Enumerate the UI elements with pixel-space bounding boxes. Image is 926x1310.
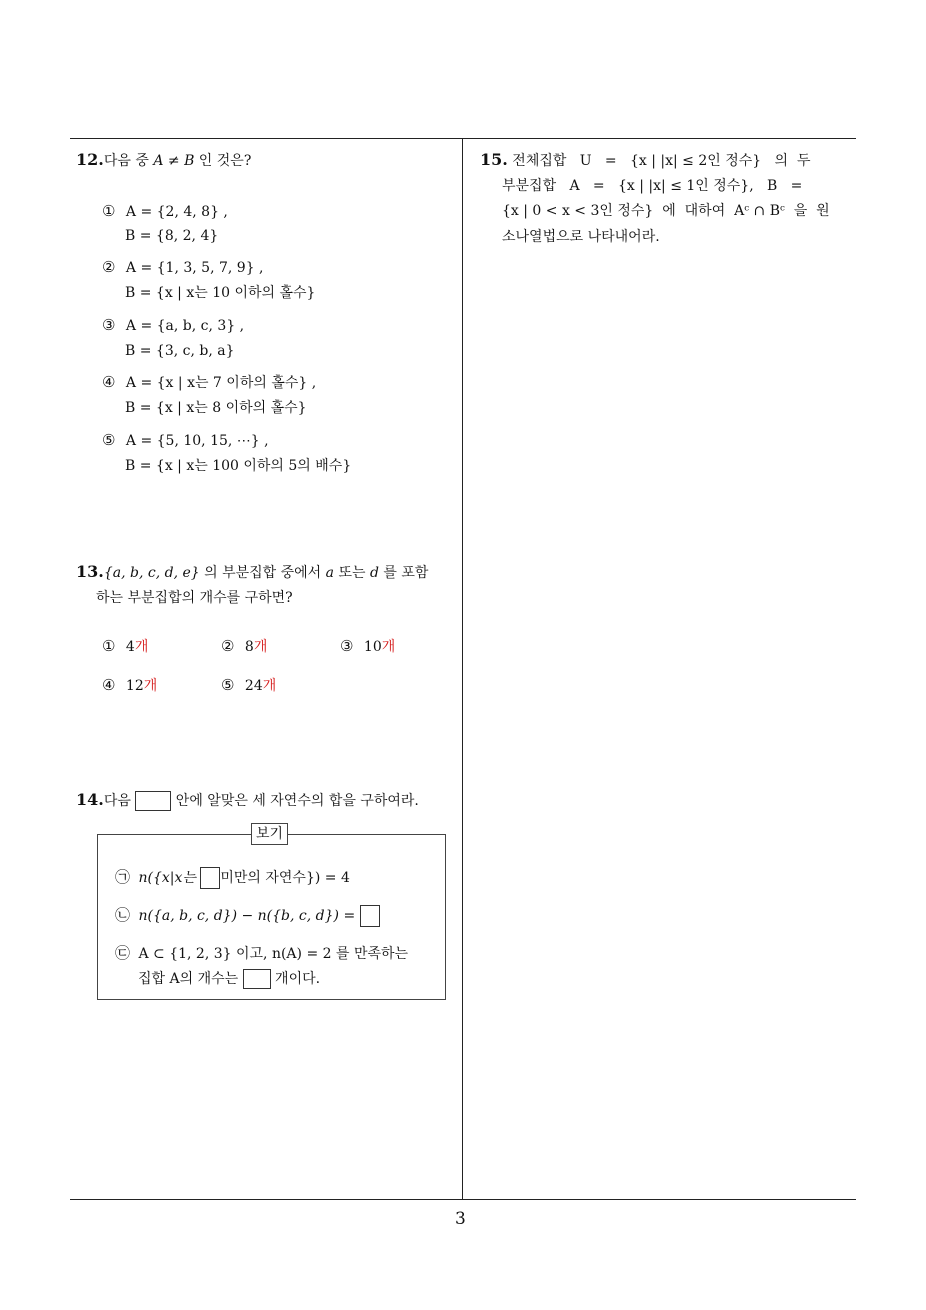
option-mark: ③ xyxy=(340,637,354,655)
q14-number: 14. xyxy=(76,790,104,809)
q13-option-5[interactable] xyxy=(221,675,276,696)
option-set-a: A = {x | x는 7 이하의 홀수} , xyxy=(125,375,317,391)
option-set-a: A = {5, 10, 15, ⋯} , xyxy=(125,433,269,449)
q14-stem-b: 안에 알맞은 세 자연수의 합을 구하여라. xyxy=(171,793,419,809)
q13-text: 의 부분집합 중에서 xyxy=(199,565,326,581)
item-text-a: n({x|x는 xyxy=(138,870,201,886)
q12-stem-math: A ≠ B xyxy=(153,153,195,169)
bogi-label: 보기 xyxy=(251,823,288,845)
q15-number: 15. xyxy=(480,150,508,169)
option-unit: 개 xyxy=(262,678,277,694)
q12-option-3[interactable] xyxy=(102,315,244,336)
q12-option-2-b: B = {x | x는 10 이하의 홀수} xyxy=(125,285,316,301)
option-value: 10 xyxy=(363,639,382,655)
bogi-item-1 xyxy=(115,867,350,889)
option-unit: 개 xyxy=(143,678,158,694)
item-text-b: 미만의 자연수}) = 4 xyxy=(220,870,350,886)
option-set-a: A = {a, b, c, 3} , xyxy=(125,318,245,334)
option-value: 12 xyxy=(125,678,144,694)
option-unit: 개 xyxy=(134,639,149,655)
option-mark: ③ xyxy=(102,316,116,334)
item-text-a: n({a, b, c, d}) − n({b, c, d}) = xyxy=(138,908,360,924)
option-value: 8 xyxy=(244,639,254,655)
q14-stem-a: 다음 xyxy=(103,793,136,809)
q12-option-1[interactable] xyxy=(102,201,228,222)
item-text-b: 집합 A의 개수는 xyxy=(138,971,243,987)
option-mark: ④ xyxy=(102,676,116,694)
q13-stem-line-1 xyxy=(76,562,428,583)
bottom-rule xyxy=(70,1199,856,1200)
q13-var-d: d xyxy=(369,565,379,581)
q12-option-4-b: B = {x | x는 8 이하의 홀수} xyxy=(125,400,307,416)
column-divider xyxy=(462,139,463,1200)
page-number: 3 xyxy=(455,1209,466,1229)
option-value: 4 xyxy=(125,639,135,655)
q12-option-5[interactable] xyxy=(102,430,269,451)
option-set-a: A = {1, 3, 5, 7, 9} , xyxy=(125,260,264,276)
q13-option-4[interactable] xyxy=(102,675,157,696)
q15-line-1 xyxy=(480,150,811,171)
item-text-c: 개이다. xyxy=(270,971,321,987)
option-unit: 개 xyxy=(253,639,268,655)
option-mark: ② xyxy=(102,258,116,276)
q13-option-1[interactable] xyxy=(102,636,148,657)
blank-box[interactable] xyxy=(200,867,220,889)
item-mark: ㉢ xyxy=(115,944,131,962)
top-rule xyxy=(70,138,856,139)
blank-box[interactable] xyxy=(135,791,171,811)
q13-number: 13. xyxy=(76,562,104,581)
q12-stem xyxy=(76,150,251,171)
q12-stem-suffix: 인 것은? xyxy=(194,153,252,169)
item-text-a: A ⊂ {1, 2, 3} 이고, n(A) = 2 를 만족하는 xyxy=(138,946,409,962)
q13-stem-line-2: 하는 부분집합의 개수를 구하면? xyxy=(96,590,293,606)
q12-option-1-b: B = {8, 2, 4} xyxy=(125,228,219,244)
q12-option-2[interactable] xyxy=(102,257,264,278)
option-unit: 개 xyxy=(381,639,396,655)
q13-var-a: a xyxy=(325,565,335,581)
option-value: 24 xyxy=(244,678,263,694)
q14-stem xyxy=(76,790,419,811)
option-mark: ① xyxy=(102,637,116,655)
blank-box[interactable] xyxy=(243,969,271,989)
q13-option-3[interactable] xyxy=(340,636,395,657)
q15-line-4: 소나열법으로 나타내어라. xyxy=(502,229,660,245)
q13-option-2[interactable] xyxy=(221,636,267,657)
bogi-item-3-line-2 xyxy=(138,969,320,989)
option-set-a: A = {2, 4, 8} , xyxy=(125,204,228,220)
q12-stem-prefix: 다음 중 xyxy=(103,153,154,169)
item-mark: ㉠ xyxy=(115,868,131,886)
q13-text-or: 또는 xyxy=(334,565,370,581)
bogi-item-3 xyxy=(115,943,408,964)
q12-option-5-b: B = {x | x는 100 이하의 5의 배수} xyxy=(125,458,352,474)
option-mark: ⑤ xyxy=(102,431,116,449)
q13-text-include: 를 포함 xyxy=(378,565,429,581)
q15-line-2: 부분집합 A = {x | |x| ≤ 1인 정수}, B = xyxy=(502,178,803,194)
blank-box[interactable] xyxy=(360,905,380,927)
q15-text-1: 전체집합 U = {x | |x| ≤ 2인 정수} 의 두 xyxy=(512,153,811,169)
q12-option-4[interactable] xyxy=(102,372,316,393)
q13-set: {a, b, c, d, e} xyxy=(103,565,200,581)
q12-number: 12. xyxy=(76,150,104,169)
item-mark: ㉡ xyxy=(115,906,131,924)
q12-option-3-b: B = {3, c, b, a} xyxy=(125,343,235,359)
q15-line-3: {x | 0 < x < 3인 정수} 에 대하여 Aᶜ ∩ Bᶜ 을 원 xyxy=(502,203,830,219)
option-mark: ② xyxy=(221,637,235,655)
option-mark: ④ xyxy=(102,373,116,391)
option-mark: ⑤ xyxy=(221,676,235,694)
option-mark: ① xyxy=(102,202,116,220)
bogi-item-2 xyxy=(115,905,380,927)
